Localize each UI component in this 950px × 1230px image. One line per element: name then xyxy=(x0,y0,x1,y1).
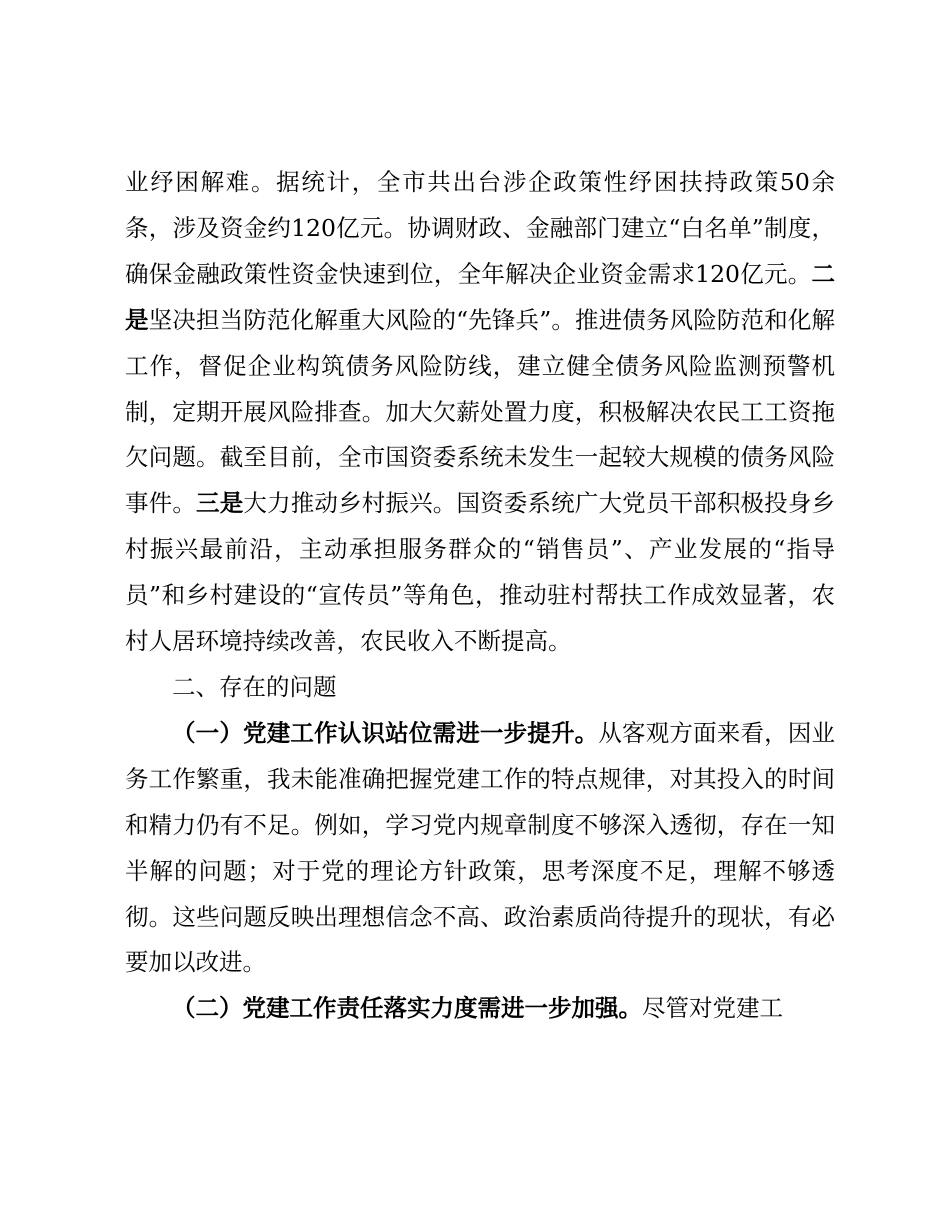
paragraph-run: 坚决担当防范化解重大风险的“先锋兵”。推进债务风险防范和化解工作，督促企业构筑债务风险防线，建立健全债务风险监测预警机制，定期开展风险排查。加大欠薪处置力度，积极解决农民工工资拖欠问题。截至目前，全市国资委系统未发生一起较大规模的债务风险事件。 xyxy=(125,305,836,518)
document-body xyxy=(125,160,835,1032)
subsection-paragraph-1 xyxy=(125,711,835,986)
section-heading: 二、存在的问题 xyxy=(172,672,337,701)
subsection-title: （一）党建工作认识站位需进一步提升。 xyxy=(172,718,599,747)
subsection-body: 从客观方面来看，因业务工作繁重，我未能准确把握党建工作的特点规律，对其投入的时间和精力仍有不足。例如，学习党内规章制度不够深入透彻，存在一知半解的问题；对于党的理论方针政策，思考深度不足，理解不够透彻。这些问题反映出理想信念不高、政治素质尚待提升的现状，有必要加以改进。 xyxy=(125,718,836,977)
paragraph-run: 业纾困解难。据统计，全市共出台涉企政策性纾困扶持政策50余条，涉及资金约120亿元。协调财政、金融部门建立“白名单”制度，确保金融政策性资金快速到位，全年解决企业资金需求120亿元。 xyxy=(125,168,835,288)
paragraph-run: 大力推动乡村振兴。国资委系统广大党员干部积极投身乡村振兴最前沿，主动承担服务群众的“销售员”、产业发展的“指导员”和乡村建设的“宣传员”等角色，推动驻村帮扶工作成效显著，农村人居环境持续改善，农民收入不断提高。 xyxy=(125,489,836,656)
paragraph-run-bold: 二是 xyxy=(125,259,835,334)
paragraph-run-bold: 三是 xyxy=(196,489,244,518)
subsection-body: 尽管对党建工 xyxy=(642,994,783,1023)
subsection-paragraph-2 xyxy=(125,986,835,1032)
subsection-title: （二）党建工作责任落实力度需进一步加强。 xyxy=(172,994,642,1023)
continuation-paragraph xyxy=(125,160,835,665)
